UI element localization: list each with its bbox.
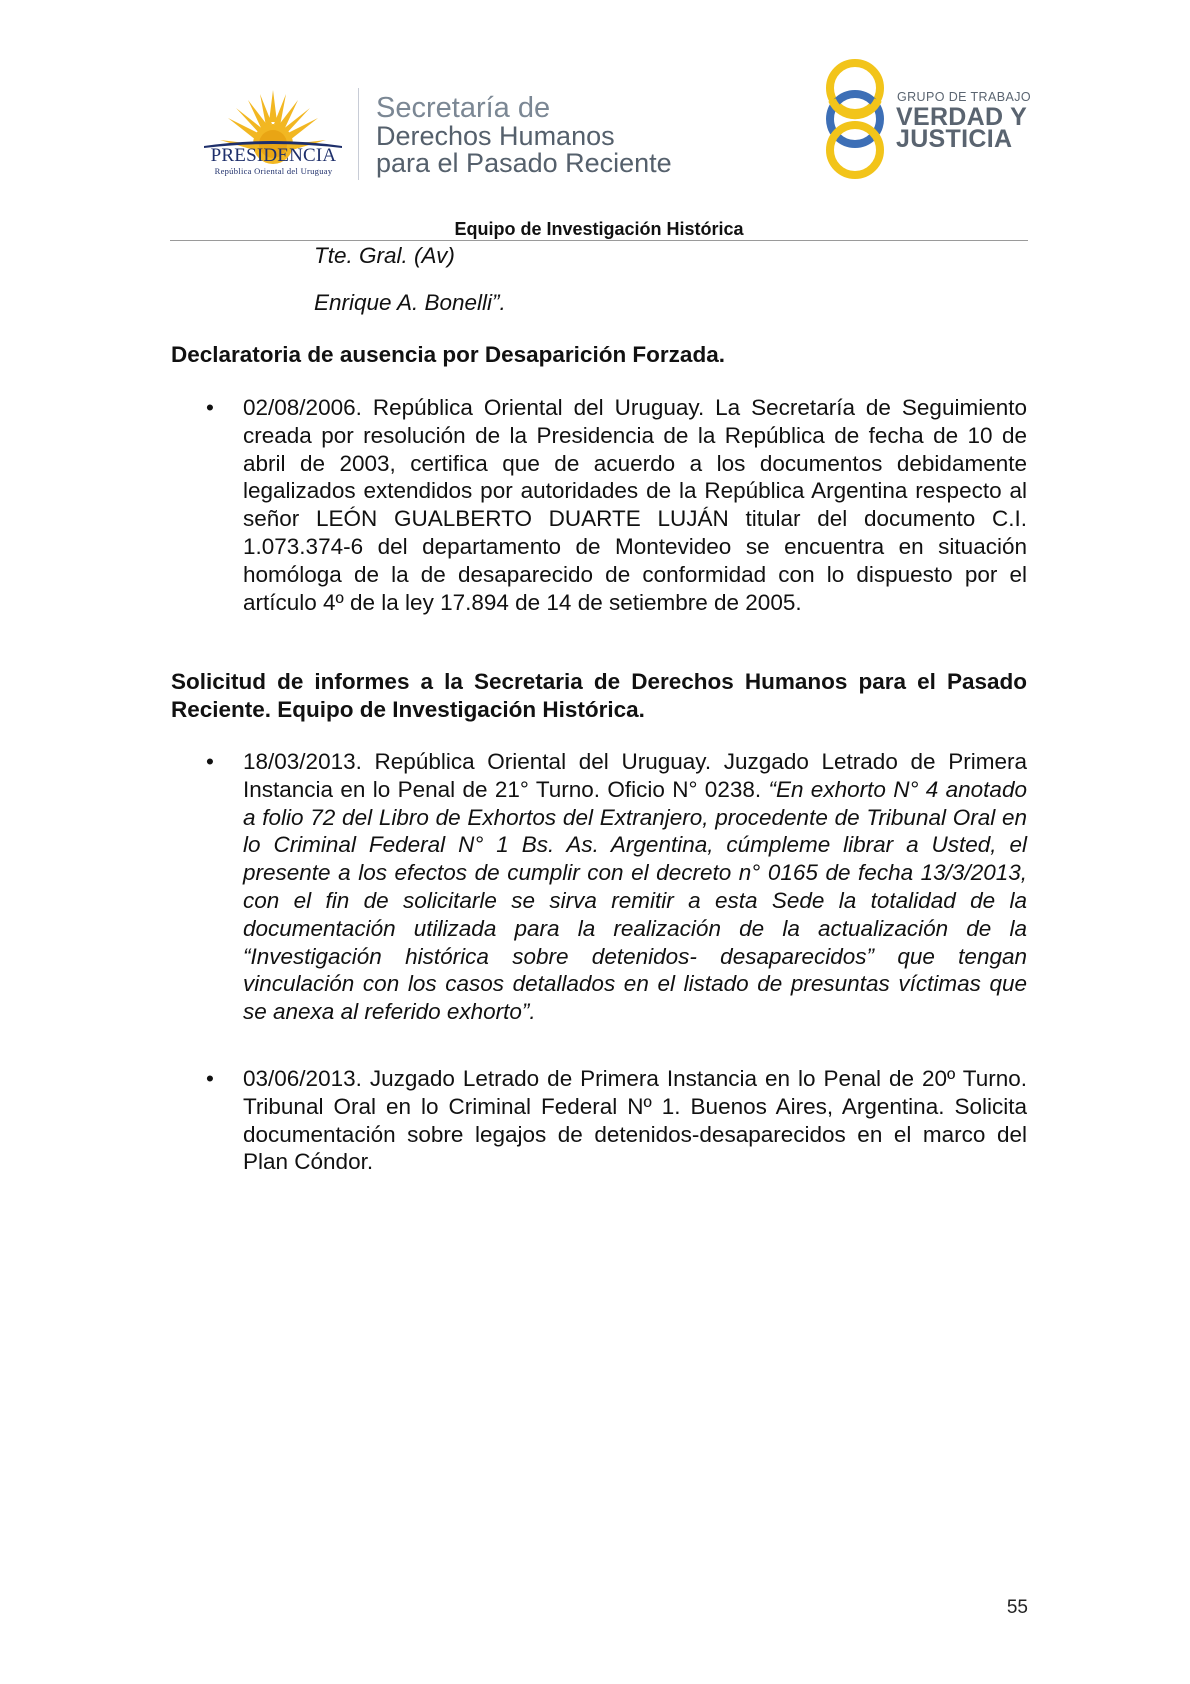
presidencia-wordmark: PRESIDENCIA [210,145,337,166]
grupo-justicia-label: JUSTICIA [896,125,1013,153]
section-heading-declaratoria: Declaratoria de ausencia por Desaparición Forzada. [171,342,725,367]
secretaria-line-3: para el Pasado Reciente [376,148,672,178]
page-number: 55 [1006,1597,1028,1618]
bullet-icon: • [206,749,214,774]
list-item-oficio-0238 [243,748,1027,1026]
secretaria-line-1: Secretaría de [376,92,551,124]
bullet-icon: • [206,395,214,420]
presidencia-subtitle: República Oriental del Uruguay [214,166,333,176]
grupo-verdad-label: VERDAD Y [896,103,1028,131]
header-subtitle: Equipo de Investigación Histórica [454,219,744,239]
grupo-trabajo-label: GRUPO DE TRABAJO [897,90,1031,104]
list-item-oficio-text: 18/03/2013. República Oriental del Uruguay. Juzgado Letrado de Primera Instancia en lo Penal de 21° Turno. Oficio N° 0238. [243,749,1027,802]
section-heading-solicitud: Solicitud de informes a la Secretaria de Derechos Humanos para el Pasado Reciente. Equipo de Investigación Histórica. [171,669,1027,722]
secretaria-line-2: Derechos Humanos [376,121,615,151]
signature-rank: Tte. Gral. (Av) [314,243,455,268]
header-rule [170,240,1028,241]
bullet-icon: • [206,1066,214,1091]
header-divider [358,88,359,180]
list-item-plan-condor: 03/06/2013. Juzgado Letrado de Primera Instancia en lo Penal de 20º Turno. Tribunal Oral en lo Criminal Federal Nº 1. Buenos Aires, Argentina. Solicita documentación sobre legajos de detenidos-desaparecidos en el marco del Plan Cóndor. [243,1066,1027,1175]
verdad-justicia-rings-logo [820,56,890,182]
list-item-declaratoria: 02/08/2006. República Oriental del Uruguay. La Secretaría de Seguimiento creada por resolución de la Presidencia de la República de fecha de 10 de abril de 2003, certifica que de acuerdo a los documentos debidamente legalizados extendidos por autoridades de la República Argentina respecto al señor LEÓN GUALBERTO DUARTE LUJÁN titular del documento C.I. 1.073.374-6 del departamento de Montevideo se encuentra en situación homóloga de la de desaparecido de conformidad con lo dispuesto por el artículo 4º de la ley 17.894 de 14 de setiembre de 2005. [243,395,1027,615]
signature-name: Enrique A. Bonelli”. [314,290,506,315]
list-item-oficio-quote: “En exhorto N° 4 anotado a folio 72 del Libro de Exhortos del Extranjero, procedente de Tribunal Oral en lo Criminal Federal N° 1 Bs. As. Argentina, cúmpleme librar a Usted, el presente a los efectos de cumplir con el decreto n° 0165 de fecha 13/3/2013, con el fin de solicitarle se sirva remitir a esta Sede la totalidad de la documentación utilizada para la realización de la actualización de la “Investigación histórica sobre detenidos- desaparecidos” que tengan vinculación con los casos detallados en el listado de presuntas víctimas que se anexa al referido exhorto”. [243,776,1027,1025]
